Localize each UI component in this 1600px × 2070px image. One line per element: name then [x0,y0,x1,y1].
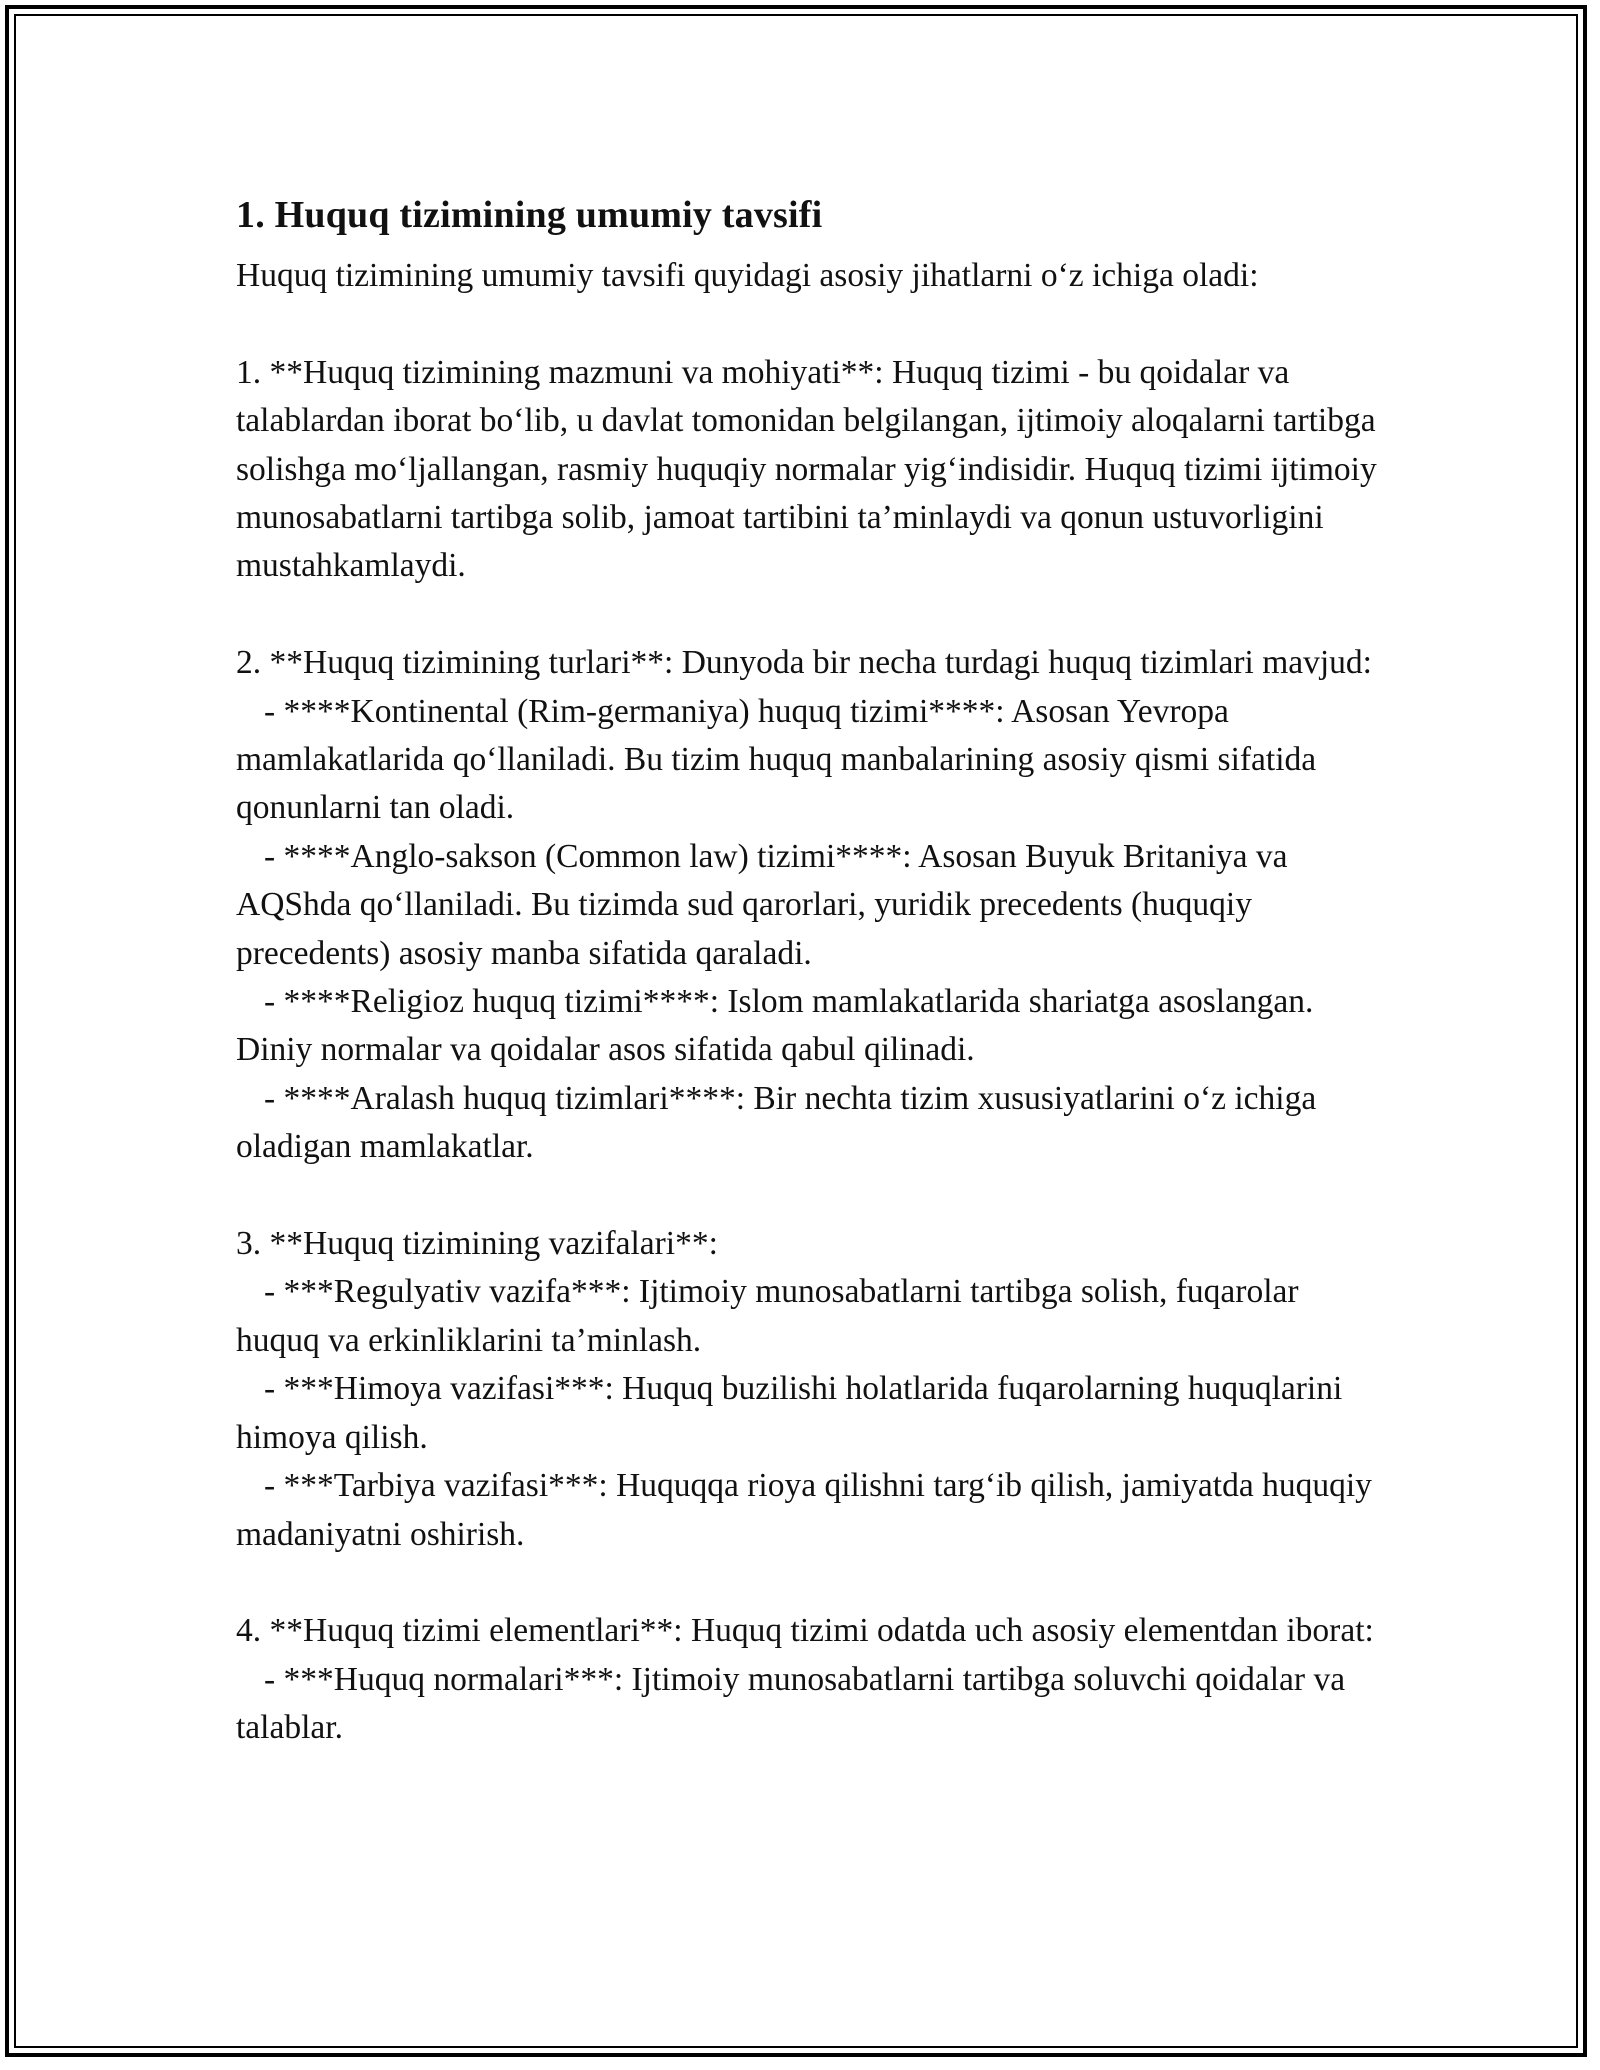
list-item-text: - ****Aralash huquq tizimlari****: Bir nechta tizim xususiyatlarini o‘z ichiga oladigan mamlakatlar. [236,1079,1325,1166]
list-item-text: - ***Himoya vazifasi***: Huquq buzilishi holatlarida fuqarolarning huquqlarini himoya qilish. [236,1370,1351,1456]
list-item-text: - ****Religioz huquq tizimi****: Islom mamlakatlarida shariatga asoslangan. Diniy normalar va qoidalar asos sifatida qabul qilinadi. [236,983,1322,1069]
list-item [236,833,1386,978]
list-item [236,1268,1386,1365]
list-item-text: - ****Anglo-sakson (Common law) tizimi****: Asosan Buyuk Britaniya va AQShda qo‘llaniladi. Bu tizimda sud qarorlari, yuridik precedents (huquqiy precedents) asosiy manba sifatida qaraladi. [236,837,1295,972]
list-item-text: - ***Huquq normalari***: Ijtimoiy munosabatlarni tartibga soluvchi qoidalar va talablar. [236,1660,1354,1747]
section-3-paragraph: 3. **Huquq tizimining vazifalari**: [236,1225,718,1263]
list-item-text: - ***Tarbiya vazifasi***: Huquqqa rioya qilishni targ‘ib qilish, jamiyatda huquqiy madaniyatni oshirish. [236,1467,1381,1553]
paragraph-gap [236,300,1386,348]
section-4-paragraph: 4. **Huquq tizimi elementlari**: Huquq tizimi odatda uch asosiy elementdan iborat: [236,1612,1374,1650]
section-2-paragraph: 2. **Huquq tizimining turlari**: Dunyoda bir necha turdagi huquq tizimlari mavjud: [236,644,1372,682]
document-body [236,186,1386,1753]
intro-paragraph: Huquq tizimining umumiy tavsifi quyidagi asosiy jihatlarni o‘z ichiga oladi: [236,257,1259,294]
list-item [236,688,1386,833]
paragraph-gap [236,1559,1386,1607]
list-item [236,1365,1386,1462]
section-1-paragraph: 1. **Huquq tizimining mazmuni va mohiyati**: Huquq tizimi - bu qoidalar va talablardan iborat bo‘lib, u davlat tomonidan belgilangan, ijtimoiy aloqalarni tartibga solishga mo‘ljallangan, rasmiy huquqiy normalar yig‘indisidir. Huquq tizimi ijtimoiy munosabatlarni tartibga solib, jamoat tartibini ta’minlaydi va qonun ustuvorligini mustahkamlaydi. [236,353,1386,585]
list-item [236,1075,1386,1172]
list-item [236,1656,1386,1753]
list-item-text: - ****Kontinental (Rim-germaniya) huquq tizimi****: Asosan Yevropa mamlakatlarida qo‘llaniladi. Bu tizim huquq manbalarining asosiy qismi sifatida qonunlarni tan oladi. [236,692,1325,827]
document-heading: 1. Huquq tizimining umumiy tavsifi [236,194,823,236]
list-item [236,1462,1386,1559]
paragraph-gap [236,591,1386,639]
list-item-text: - ***Regulyativ vazifa***: Ijtimoiy munosabatlarni tartibga solish, fuqarolar huquq va erkinliklarini ta’minlash. [236,1273,1307,1359]
paragraph-gap [236,1172,1386,1220]
list-item [236,978,1386,1075]
